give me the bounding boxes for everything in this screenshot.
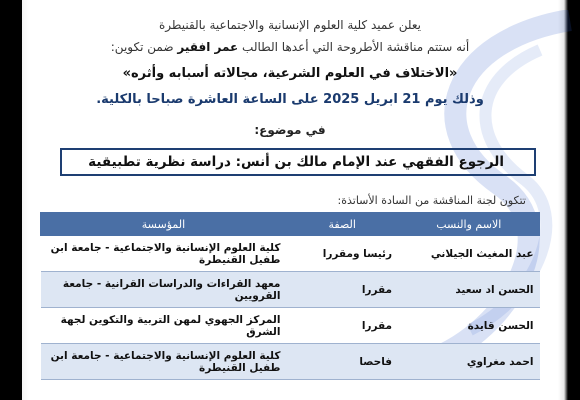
- table-row: [41, 308, 540, 344]
- member-role: فاحصا: [286, 344, 398, 380]
- notice-suffix: ضمن تكوين:: [110, 40, 174, 54]
- notice-prefix: أنه ستتم مناقشة الأطروحة التي أعدها الطالب: [242, 40, 470, 54]
- jury-table: [40, 212, 540, 380]
- schedule-suffix: على الساعة العاشرة صباحا بالكلية.: [96, 92, 319, 107]
- table-row: [41, 344, 540, 380]
- header-role: الصفة: [286, 213, 398, 236]
- thesis-topic-box: [60, 148, 536, 176]
- member-institution: كلية العلوم الإنسانية والاجتماعية - جامعة ابن طفيل القنيطرة: [41, 344, 287, 380]
- member-name: الحسن اد سعيد: [398, 272, 539, 308]
- schedule-line: [40, 92, 540, 107]
- committee-intro: تتكون لجنة المناقشة من السادة الأساتذة:: [337, 194, 526, 207]
- table-row: [41, 236, 540, 272]
- schedule-year: 2025: [323, 92, 360, 107]
- header-institution: المؤسسة: [41, 213, 287, 236]
- schedule-prefix: وذلك يوم: [424, 92, 484, 107]
- jury-header-row: [41, 213, 540, 236]
- table-row: [41, 272, 540, 308]
- announcement-body: [40, 0, 540, 400]
- schedule-day: 21: [402, 92, 421, 107]
- thesis-topic: الرجوع الفقهي عند الإمام مالك بن أنس: دراسة نظرية تطبيقية: [88, 154, 504, 170]
- schedule-month: ابريل: [363, 92, 398, 107]
- student-name: عمر افقير: [177, 40, 239, 54]
- right-edge-shadow: [558, 0, 580, 400]
- member-role: مقررا: [286, 272, 398, 308]
- member-institution: معهد القراءات والدراسات القرانية - جامعة القرويين: [41, 272, 287, 308]
- header-name: الاسم والنسب: [398, 213, 539, 236]
- member-name: عبد المغيث الجيلاني: [398, 236, 539, 272]
- member-institution: المركز الجهوي لمهن التربية والتكوين لجهة الشرق: [41, 308, 287, 344]
- member-name: احمد مغراوي: [398, 344, 539, 380]
- defense-notice-line: [40, 40, 540, 54]
- member-name: الحسن قايدة: [398, 308, 539, 344]
- member-role: مقررا: [286, 308, 398, 344]
- program-title: «الاختلاف في العلوم الشرعية، مجالاته أسبابه وأثره»: [122, 66, 458, 81]
- left-edge-shadow: [0, 0, 30, 400]
- dean-announcement-line: يعلن عميد كلية العلوم الإنسانية والاجتماعية بالقنيطرة: [158, 18, 422, 32]
- member-institution: كلية العلوم الإنسانية والاجتماعية - جامعة ابن طفيل القنيطرة: [41, 236, 287, 272]
- member-role: رئيسا ومقررا: [286, 236, 398, 272]
- subject-label: في موضوع:: [254, 123, 326, 137]
